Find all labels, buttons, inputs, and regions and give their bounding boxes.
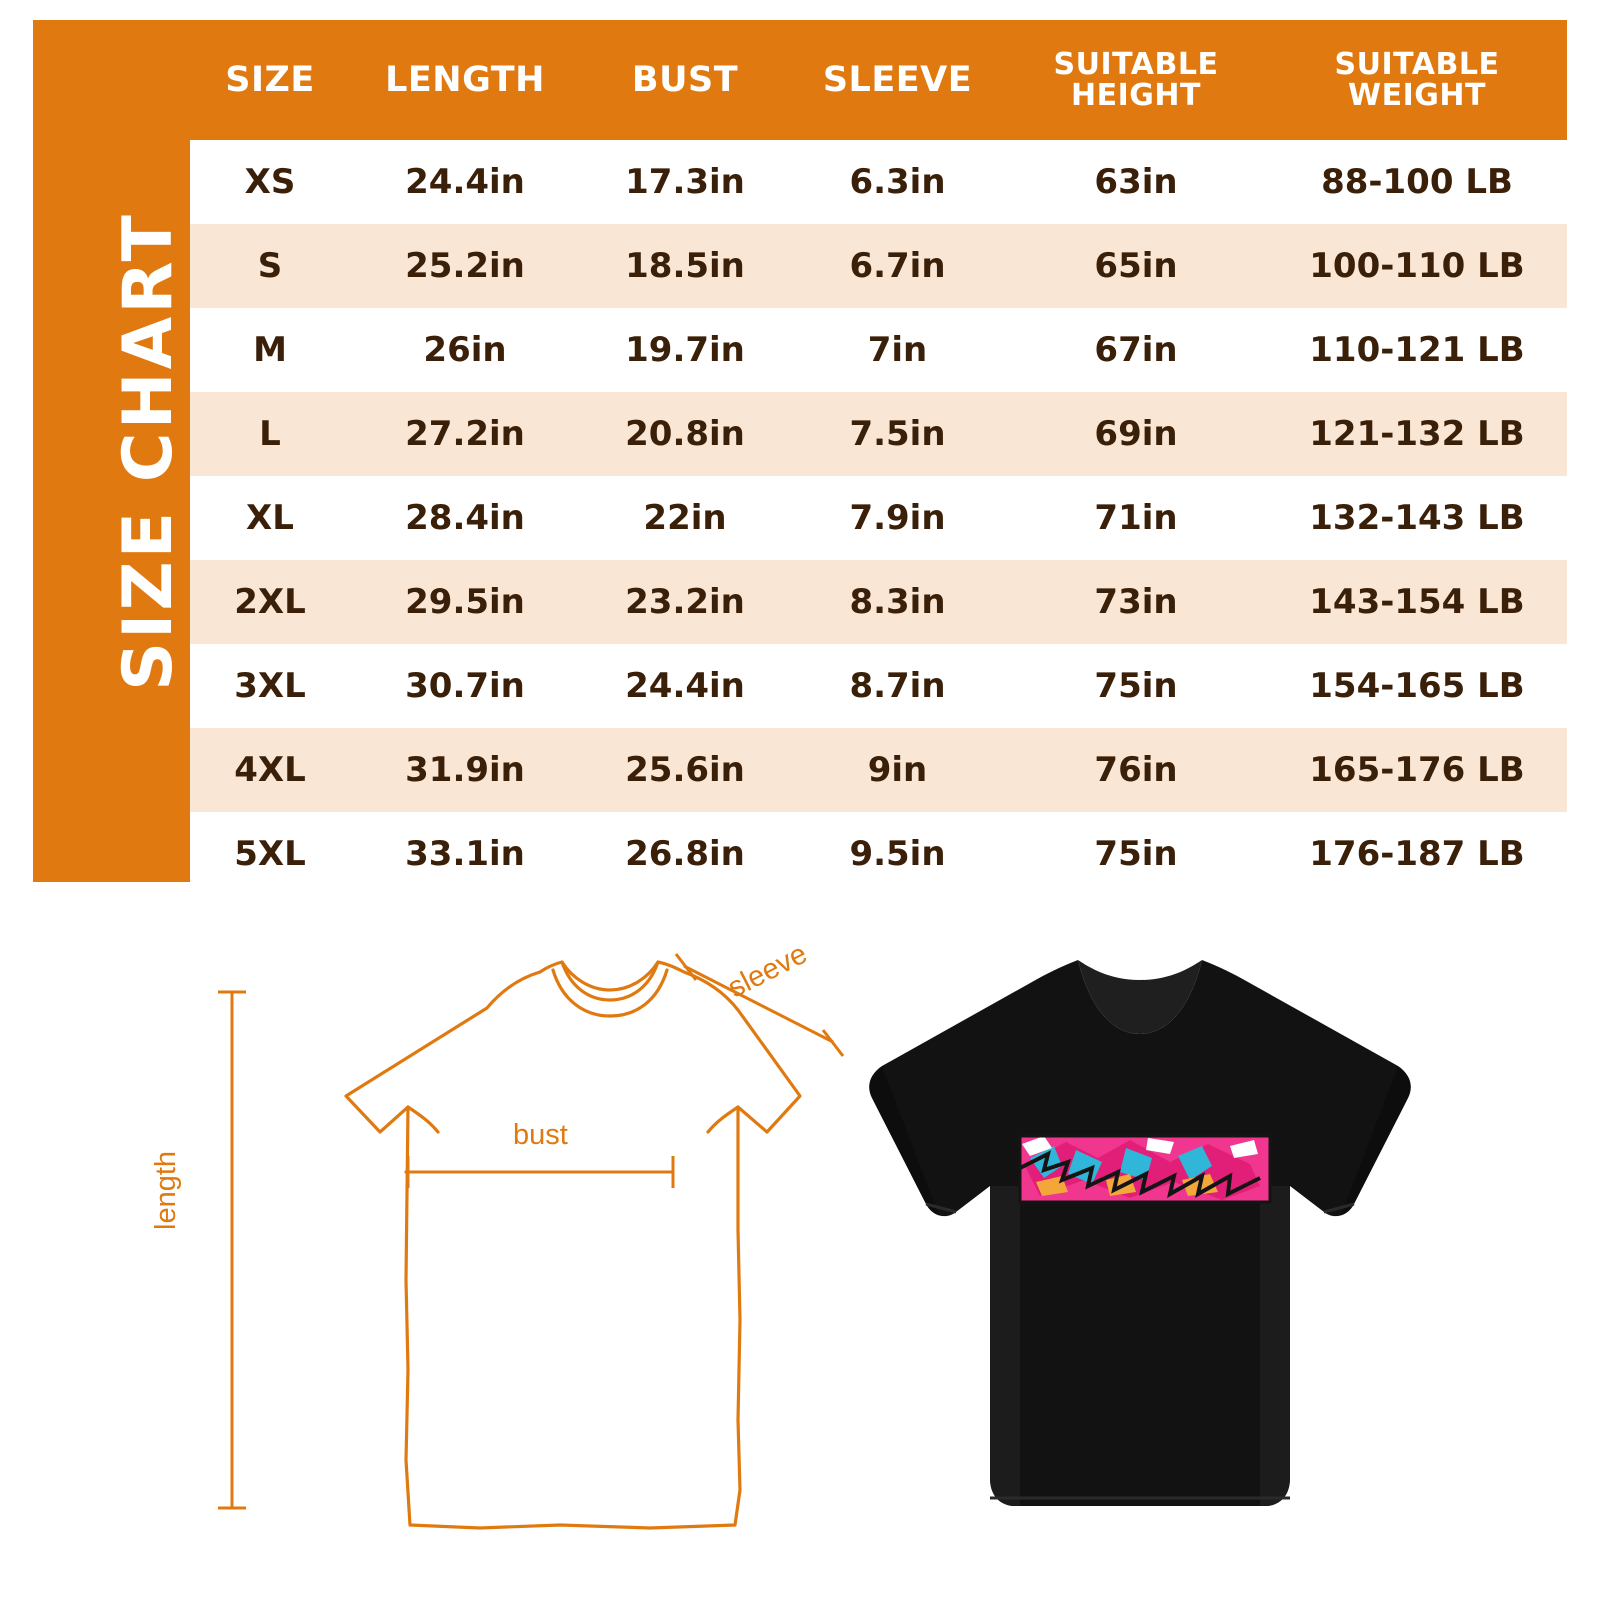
cell-weight: 100-110 LB — [1267, 224, 1567, 308]
column-header-suitable-height — [1005, 20, 1267, 140]
cell-height: 67in — [1005, 308, 1267, 392]
cell-weight: 143-154 LB — [1267, 560, 1567, 644]
table-row — [190, 224, 1567, 308]
table-row — [190, 308, 1567, 392]
cell-height: 73in — [1005, 560, 1267, 644]
cell-bust: 18.5in — [580, 224, 790, 308]
cell-bust: 17.3in — [580, 140, 790, 224]
table-row — [190, 728, 1567, 812]
length-label: length — [150, 1150, 182, 1230]
cell-size: M — [190, 308, 350, 392]
cell-length: 24.4in — [350, 140, 580, 224]
cell-bust: 23.2in — [580, 560, 790, 644]
measurement-diagram-section — [0, 900, 1600, 1600]
cell-size: 4XL — [190, 728, 350, 812]
column-header-length: LENGTH — [385, 59, 545, 100]
cell-weight: 132-143 LB — [1267, 476, 1567, 560]
cell-sleeve: 7.9in — [790, 476, 1005, 560]
cell-weight: 154-165 LB — [1267, 644, 1567, 728]
cell-height: 75in — [1005, 812, 1267, 896]
cell-sleeve: 7.5in — [790, 392, 1005, 476]
cell-bust: 24.4in — [580, 644, 790, 728]
cell-size: 2XL — [190, 560, 350, 644]
column-header-suitable-weight-line2: WEIGHT — [1348, 78, 1486, 113]
cell-length: 27.2in — [350, 392, 580, 476]
cell-length: 25.2in — [350, 224, 580, 308]
graffiti-chest-graphic — [1020, 1136, 1270, 1202]
table-row — [190, 560, 1567, 644]
bust-dimension-line — [408, 1156, 673, 1188]
page-title: SIZE CHART — [108, 211, 188, 691]
cell-height: 63in — [1005, 140, 1267, 224]
cell-length: 30.7in — [350, 644, 580, 728]
cell-length: 26in — [350, 308, 580, 392]
cell-bust: 26.8in — [580, 812, 790, 896]
cell-bust: 25.6in — [580, 728, 790, 812]
cell-weight: 176-187 LB — [1267, 812, 1567, 896]
cell-sleeve: 7in — [790, 308, 1005, 392]
table-row — [190, 392, 1567, 476]
column-header-bust: BUST — [631, 59, 739, 100]
cell-size: XL — [190, 476, 350, 560]
cell-size: L — [190, 392, 350, 476]
cell-length: 29.5in — [350, 560, 580, 644]
column-header-size: SIZE — [225, 59, 315, 100]
sleeve-label: sleeve — [723, 937, 813, 1005]
column-header-suitable-weight-line1: SUITABLE — [1334, 46, 1500, 82]
size-chart-vertical-title — [93, 20, 203, 882]
column-header-suitable-height-line1: SUITABLE — [1053, 46, 1219, 82]
cell-bust: 22in — [580, 476, 790, 560]
cell-height: 76in — [1005, 728, 1267, 812]
table-row — [190, 644, 1567, 728]
bust-label: bust — [513, 1119, 568, 1151]
cell-height: 65in — [1005, 224, 1267, 308]
cell-sleeve: 8.3in — [790, 560, 1005, 644]
table-row — [190, 140, 1567, 224]
cell-bust: 20.8in — [580, 392, 790, 476]
cell-height: 71in — [1005, 476, 1267, 560]
cell-sleeve: 8.7in — [790, 644, 1005, 728]
cell-size: S — [190, 224, 350, 308]
cell-length: 28.4in — [350, 476, 580, 560]
size-table — [190, 20, 1567, 896]
cell-length: 31.9in — [350, 728, 580, 812]
cell-height: 69in — [1005, 392, 1267, 476]
cell-height: 75in — [1005, 644, 1267, 728]
cell-weight: 88-100 LB — [1267, 140, 1567, 224]
cell-size: 5XL — [190, 812, 350, 896]
cell-size: 3XL — [190, 644, 350, 728]
cell-weight: 165-176 LB — [1267, 728, 1567, 812]
table-header-row — [190, 20, 1567, 140]
column-header-suitable-height-line2: HEIGHT — [1071, 78, 1201, 113]
cell-size: XS — [190, 140, 350, 224]
cell-length: 33.1in — [350, 812, 580, 896]
cell-bust: 19.7in — [580, 308, 790, 392]
cell-sleeve: 6.7in — [790, 224, 1005, 308]
size-table-container — [190, 20, 1567, 882]
black-tshirt-graffiti-print — [830, 918, 1450, 1598]
cell-sleeve: 9.5in — [790, 812, 1005, 896]
column-header-sleeve: SLEEVE — [822, 59, 973, 100]
cell-sleeve: 9in — [790, 728, 1005, 812]
cell-weight: 110-121 LB — [1267, 308, 1567, 392]
table-row — [190, 476, 1567, 560]
column-header-suitable-weight — [1267, 20, 1567, 140]
table-row — [190, 812, 1567, 896]
size-chart-panel — [33, 20, 1567, 882]
length-dimension-line — [218, 992, 246, 1508]
tshirt-outline-shape — [346, 962, 800, 1528]
tshirt-body — [869, 960, 1411, 1506]
cell-weight: 121-132 LB — [1267, 392, 1567, 476]
cell-sleeve: 6.3in — [790, 140, 1005, 224]
